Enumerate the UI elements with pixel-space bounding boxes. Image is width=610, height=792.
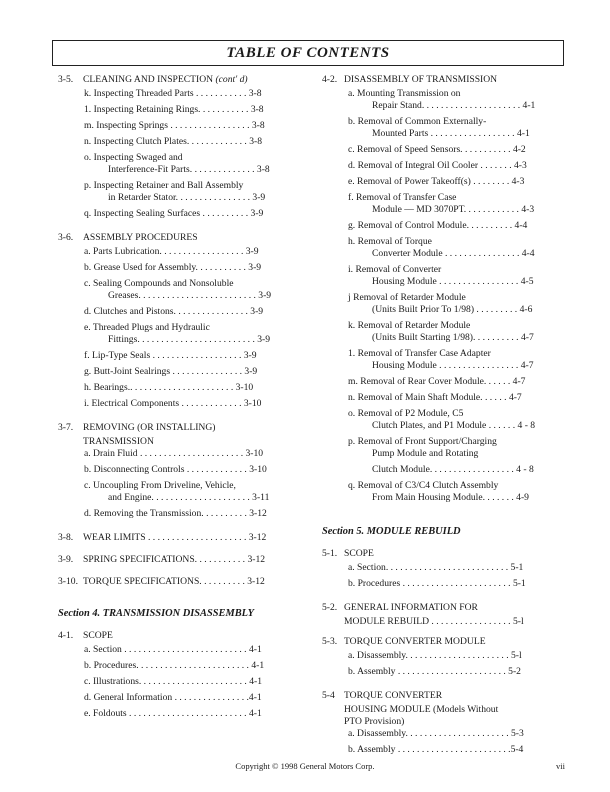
toc-item: n. Inspecting Clutch Plates. . . . . . . . . . . . . 3-8	[84, 136, 262, 147]
page-title: TABLE OF CONTENTS	[226, 45, 390, 61]
toc-item-continuation: in Retarder Stator. . . . . . . . . . . . . . . . 3-9	[108, 192, 266, 203]
toc-item: b. Procedures. . . . . . . . . . . . . . . . . . . . . . . . 4-1	[84, 660, 265, 671]
toc-item-continuation: Interference-Fit Parts. . . . . . . . . . . . . . 3-8	[108, 164, 270, 175]
section-number: 5-3.	[322, 636, 338, 647]
toc-item: b. Assembly . . . . . . . . . . . . . . . . . . . . . . . .5-4	[348, 744, 524, 755]
toc-item: d. Clutches and Pistons. . . . . . . . . . . . . . . . 3-9	[84, 306, 264, 317]
toc-item: f. Removal of Transfer Case	[348, 192, 457, 203]
heading-text: TORQUE CONVERTER	[344, 690, 443, 701]
toc-item-continuation: Clutch Plates, and P1 Module . . . . . . 4 - 8	[372, 420, 536, 431]
section-number: 3-8.	[58, 532, 74, 543]
toc-item: c. Uncoupling From Driveline, Vehicle,	[84, 480, 236, 491]
toc-item: c. Sealing Compounds and Nonsoluble	[84, 278, 234, 289]
toc-item: k. Removal of Retarder Module	[348, 320, 471, 331]
heading-text: TORQUE CONVERTER MODULE	[344, 636, 486, 647]
toc-item: p. Inspecting Retainer and Ball Assembly	[84, 180, 244, 191]
heading-text: TORQUE SPECIFICATIONS. . . . . . . . . . 3-12	[83, 576, 265, 587]
toc-item: n. Removal of Main Shaft Module. . . . . . 4-7	[348, 392, 522, 403]
copyright-footer: Copyright © 1998 General Motors Corp.	[235, 761, 375, 771]
toc-item-continuation: From Main Housing Module. . . . . . . 4-9	[372, 492, 529, 503]
heading-continuation: HOUSING MODULE (Models Without	[344, 704, 499, 715]
section-number: 3-5.	[58, 74, 74, 85]
toc-item: e. Foldouts . . . . . . . . . . . . . . . . . . . . . . . . . 4-1	[84, 708, 262, 719]
toc-item-continuation: Mounted Parts . . . . . . . . . . . . . . . . . . 4-1	[372, 128, 530, 139]
toc-item-continuation: Fittings. . . . . . . . . . . . . . . . . . . . . . . . . 3-9	[108, 334, 271, 345]
toc-item: o. Removal of P2 Module, C5	[348, 408, 464, 419]
toc-item: b. Procedures . . . . . . . . . . . . . . . . . . . . . . . 5-1	[348, 578, 526, 589]
section-number: 5-4	[322, 690, 335, 701]
toc-item-continuation: Module — MD 3070PT. . . . . . . . . . . . 4-3	[372, 204, 535, 215]
toc-item-continuation: Housing Module . . . . . . . . . . . . . . . . . 4-7	[372, 360, 534, 371]
toc-item: c. Illustrations. . . . . . . . . . . . . . . . . . . . . . . 4-1	[84, 676, 263, 687]
toc-item-continuation: Greases. . . . . . . . . . . . . . . . . . . . . . . . . 3-9	[108, 290, 272, 301]
toc-item: m. Inspecting Springs . . . . . . . . . . . . . . . . . 3-8	[84, 120, 265, 131]
toc-item: a. Section. . . . . . . . . . . . . . . . . . . . . . . . . . 5-1	[348, 562, 524, 573]
section-number: 5-1.	[322, 548, 338, 559]
toc-item: i. Electrical Components . . . . . . . . . . . . . 3-10	[84, 398, 262, 409]
toc-item: a. Drain Fluid . . . . . . . . . . . . . . . . . . . . . . 3-10	[84, 448, 264, 459]
toc-item: 1. Inspecting Retaining Rings. . . . . . . . . . . 3-8	[84, 104, 264, 115]
heading-text: ASSEMBLY PROCEDURES	[83, 232, 198, 243]
heading-text: SPRING SPECIFICATIONS. . . . . . . . . . . 3-12	[83, 554, 266, 565]
toc-item: g. Removal of Control Module. . . . . . . . . . 4-4	[348, 220, 528, 231]
toc-item: b. Assembly . . . . . . . . . . . . . . . . . . . . . . . 5-2	[348, 666, 521, 677]
toc-item: b. Disconnecting Controls . . . . . . . . . . . . . 3-10	[84, 464, 267, 475]
toc-item: j Removal of Retarder Module	[348, 292, 466, 303]
toc-item: b. Removal of Common Externally-	[348, 116, 487, 127]
toc-item: a. Mounting Transmission on	[348, 88, 461, 99]
section-number: 5-2.	[322, 602, 338, 613]
toc-item: i. Removal of Converter	[348, 264, 442, 275]
heading-text: WEAR LIMITS . . . . . . . . . . . . . . . . . . . . . 3-12	[83, 532, 267, 543]
toc-item-continuation: and Engine. . . . . . . . . . . . . . . . . . . . . 3-11	[108, 492, 270, 503]
section-number: 3-7.	[58, 422, 74, 433]
heading-continuation: MODULE REBUILD . . . . . . . . . . . . . . . . . 5-l	[344, 616, 524, 627]
toc-item-continuation: (Units Built Prior To 1/98) . . . . . . . . . 4-6	[372, 304, 533, 315]
toc-item-continuation: Housing Module . . . . . . . . . . . . . . . . . 4-5	[372, 276, 534, 287]
toc-item: d. General Information . . . . . . . . . . . . . . . .4-1	[84, 692, 262, 703]
section-heading: Section 5. MODULE REBUILD	[322, 526, 461, 537]
toc-item: q. Removal of C3/C4 Clutch Assembly	[348, 480, 499, 491]
title-box	[52, 40, 564, 66]
section-number: 4-1.	[58, 630, 74, 641]
toc-item: h. Bearings.. . . . . . . . . . . . . . . . . . . . . . 3-10	[84, 382, 254, 393]
toc-item: g. Butt-Joint Sealrings . . . . . . . . . . . . . . . 3-9	[84, 366, 258, 377]
toc-item: 1. Removal of Transfer Case Adapter	[348, 348, 491, 359]
toc-item: e. Threaded Plugs and Hydraulic	[84, 322, 210, 333]
toc-item: a. Disassembly. . . . . . . . . . . . . . . . . . . . . . 5-3	[348, 728, 524, 739]
section-number: 3-9.	[58, 554, 74, 565]
toc-item: c. Removal of Speed Sensors. . . . . . . . . . . 4-2	[348, 144, 526, 155]
toc-item-continuation: Converter Module . . . . . . . . . . . . . . . . 4-4	[372, 248, 535, 259]
toc-item: d. Removal of Integral Oil Cooler . . . . . . . 4-3	[348, 160, 527, 171]
toc-item: h. Removal of Torque	[348, 236, 432, 247]
heading-continuation: PTO Provision)	[344, 716, 405, 727]
toc-item-continuation: Repair Stand. . . . . . . . . . . . . . . . . . . . . 4-1	[372, 100, 536, 111]
toc-item: m. Removal of Rear Cover Module. . . . . . 4-7	[348, 376, 526, 387]
toc-item: k. Inspecting Threaded Parts . . . . . . . . . . . 3-8	[84, 88, 262, 99]
heading-continuation: TRANSMISSION	[83, 436, 154, 447]
heading-text: DISASSEMBLY OF TRANSMISSION	[344, 74, 498, 85]
heading-text: GENERAL INFORMATION FOR	[344, 602, 478, 613]
toc-item-continuation: (Units Built Starting 1/98). . . . . . . . . . 4-7	[372, 332, 534, 343]
toc-item: p. Removal of Front Support/Charging	[348, 436, 497, 447]
toc-item: a. Section . . . . . . . . . . . . . . . . . . . . . . . . . . 4-1	[84, 644, 262, 655]
toc-item: o. Inspecting Swaged and	[84, 152, 183, 163]
section-number: 3-6.	[58, 232, 74, 243]
heading-text: REMOVING (OR INSTALLING)	[83, 422, 216, 433]
heading-text: CLEANING AND INSPECTION (cont' d)	[83, 74, 248, 85]
heading-text: SCOPE	[83, 630, 113, 641]
toc-item: b. Grease Used for Assembly. . . . . . . . . . . 3-9	[84, 262, 262, 273]
toc-item-continuation: Pump Module and Rotating	[372, 448, 479, 459]
page-number: vii	[556, 761, 565, 771]
section-number: 4-2.	[322, 74, 338, 85]
toc-item-continuation: Clutch Module. . . . . . . . . . . . . . . . . . 4 - 8	[372, 464, 534, 475]
toc-item: a. Disassembly. . . . . . . . . . . . . . . . . . . . . . 5-l	[348, 650, 522, 661]
toc-item: a. Parts Lubrication. . . . . . . . . . . . . . . . . . 3-9	[84, 246, 259, 257]
toc-item: f. Lip-Type Seals . . . . . . . . . . . . . . . . . . . 3-9	[84, 350, 257, 361]
toc-item: e. Removal of Power Takeoff(s) . . . . . . . . 4-3	[348, 176, 525, 187]
section-number: 3-10.	[58, 576, 78, 587]
section-heading: Section 4. TRANSMISSION DISASSEMBLY	[58, 608, 254, 619]
heading-suffix: (cont' d)	[213, 74, 248, 85]
toc-item: q. Inspecting Sealing Surfaces . . . . . . . . . . 3-9	[84, 208, 264, 219]
toc-item: d. Removing the Transmission. . . . . . . . . . 3-12	[84, 508, 267, 519]
heading-text: SCOPE	[344, 548, 374, 559]
